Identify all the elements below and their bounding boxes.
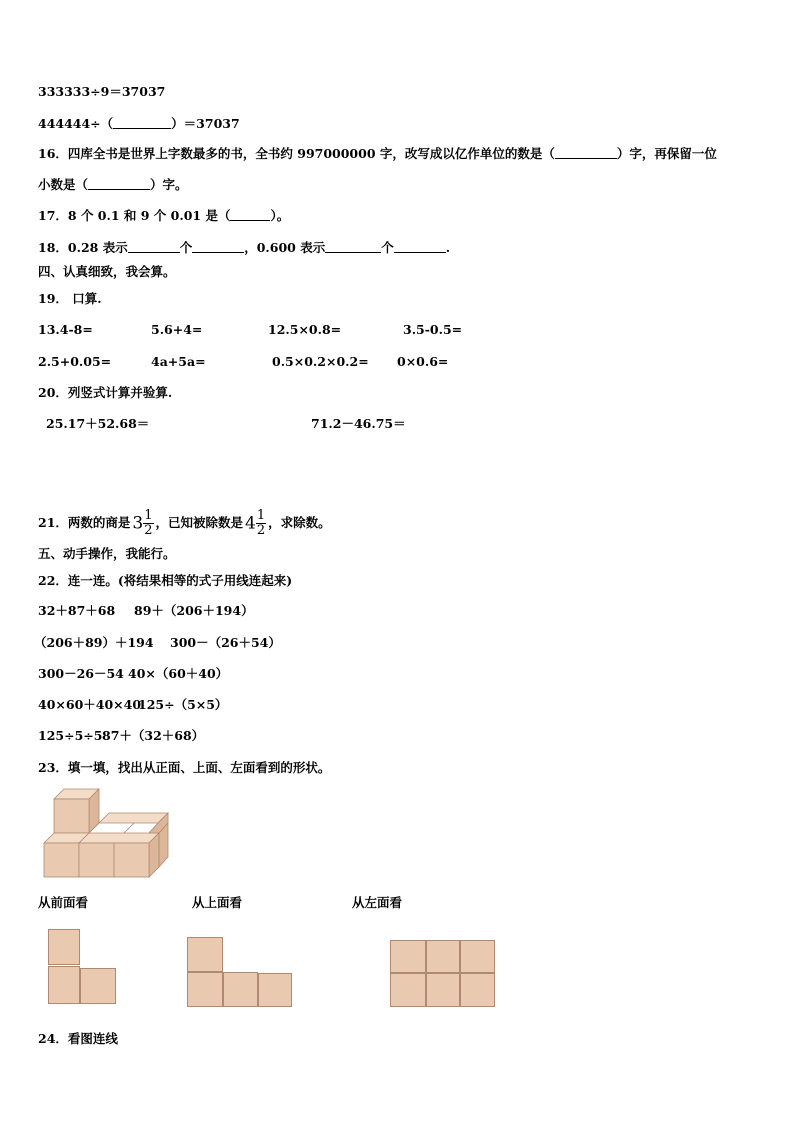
text: 444444÷（ — [38, 116, 114, 131]
text: ）字，再保留一位 — [616, 146, 717, 161]
view-square — [187, 937, 223, 972]
match-right[interactable]: 300－（26＋54） — [170, 635, 281, 650]
text: ）字。 — [150, 177, 188, 192]
view-square — [426, 940, 460, 973]
section-4-heading: 四、认真细致，我会算。 — [38, 264, 176, 279]
match-right[interactable]: 89＋（206＋194） — [134, 603, 254, 618]
match-left[interactable]: （206＋89）＋194 — [34, 635, 154, 650]
match-right[interactable]: 40×（60＋40） — [128, 666, 229, 681]
match-right[interactable]: 87＋（32＋68） — [102, 728, 205, 743]
text: ）＝37037 — [171, 116, 240, 131]
text: 个 — [381, 240, 394, 255]
oral-calc-item: 2.5+0.05= — [38, 354, 112, 369]
view-square — [390, 940, 426, 973]
cube-top-face — [99, 813, 168, 823]
view-square — [80, 968, 116, 1004]
section-5-heading: 五、动手操作，我能行。 — [38, 546, 176, 561]
text: . — [445, 240, 451, 255]
view-square — [258, 973, 292, 1007]
oral-calc-item: 12.5×0.8= — [268, 322, 342, 337]
cube-top-face — [79, 833, 159, 843]
mixed-fraction — [245, 506, 266, 541]
denominator: 2 — [256, 523, 266, 539]
view-square — [48, 929, 80, 965]
cube-front-face — [44, 843, 79, 877]
match-right[interactable]: 125÷（5×5） — [138, 697, 228, 712]
vertical-calc-2: 71.2－46.75＝ — [311, 416, 406, 431]
text: 17．8 个 0.1 和 9 个 0.01 是（ — [38, 208, 231, 223]
view-square — [460, 940, 495, 973]
cube-stack-figure — [42, 787, 172, 879]
question-21 — [38, 506, 331, 541]
whole: 4 — [245, 513, 256, 534]
line-division-result: 333333÷9＝37037 — [38, 84, 166, 99]
match-left[interactable]: 300－26－54 — [38, 666, 124, 681]
text: 18．0.28 表示 — [38, 240, 128, 255]
answer-blank[interactable] — [192, 240, 244, 253]
text: 小数是（ — [38, 177, 89, 192]
view-square — [390, 973, 426, 1007]
answer-blank[interactable] — [555, 146, 617, 159]
denominator: 2 — [144, 523, 153, 539]
view-label-left: 从左面看 — [352, 895, 403, 910]
cube-front-face — [114, 843, 149, 877]
match-left[interactable]: 32＋87＋68 — [38, 603, 116, 618]
view-square — [223, 972, 258, 1007]
oral-calc-item: 0×0.6= — [397, 354, 449, 369]
answer-blank[interactable] — [325, 240, 381, 253]
answer-blank[interactable] — [113, 116, 171, 129]
text: ）。 — [270, 208, 290, 223]
answer-blank[interactable] — [128, 240, 180, 253]
line-division-question — [38, 116, 240, 132]
question-20: 20．列竖式计算并验算. — [38, 385, 173, 400]
question-16-cont — [38, 177, 188, 193]
match-left[interactable]: 40×60＋40×40 — [38, 697, 142, 712]
numerator: 1 — [144, 508, 153, 524]
text: 个 — [179, 240, 193, 255]
whole: 3 — [132, 513, 144, 534]
oral-calc-item: 13.4-8= — [38, 322, 93, 337]
view-square — [426, 973, 460, 1007]
view-square — [48, 966, 80, 1004]
oral-calc-item: 0.5×0.2×0.2= — [272, 354, 369, 369]
vertical-calc-1: 25.17＋52.68＝ — [46, 416, 150, 431]
question-16 — [38, 146, 717, 162]
view-square — [187, 972, 223, 1007]
oral-calc-item: 5.6+4= — [151, 322, 203, 337]
view-label-top: 从上面看 — [192, 895, 243, 910]
answer-blank[interactable] — [230, 208, 270, 221]
answer-blank[interactable] — [88, 177, 150, 190]
text: 16．四库全书是世界上字数最多的书，全书约 997000000 字，改写成以亿作单位的数是（ — [38, 146, 555, 161]
question-18 — [38, 240, 450, 256]
text: ，求除数。 — [268, 515, 331, 530]
oral-calc-item: 3.5-0.5= — [403, 322, 463, 337]
view-label-front: 从前面看 — [38, 895, 89, 910]
mixed-fraction — [132, 506, 153, 541]
question-17 — [38, 208, 289, 224]
match-left[interactable]: 125÷5÷5 — [38, 728, 103, 743]
text: ，已知被除数是 — [155, 515, 244, 530]
question-23: 23．填一填，找出从正面、上面、左面看到的形状。 — [38, 760, 331, 775]
text: ，0.600 表示 — [244, 240, 326, 255]
cube-front-face — [79, 843, 114, 877]
question-24: 24．看图连线 — [38, 1031, 118, 1046]
answer-blank[interactable] — [394, 240, 446, 253]
question-19: 19． 口算. — [38, 291, 102, 306]
view-square — [460, 973, 495, 1007]
numerator: 1 — [256, 508, 266, 524]
question-22: 22．连一连。(将结果相等的式子用线连起来) — [38, 573, 293, 588]
cube-front-face — [54, 799, 89, 833]
oral-calc-item: 4a+5a= — [151, 354, 206, 369]
text: 21．两数的商是 — [38, 515, 131, 530]
